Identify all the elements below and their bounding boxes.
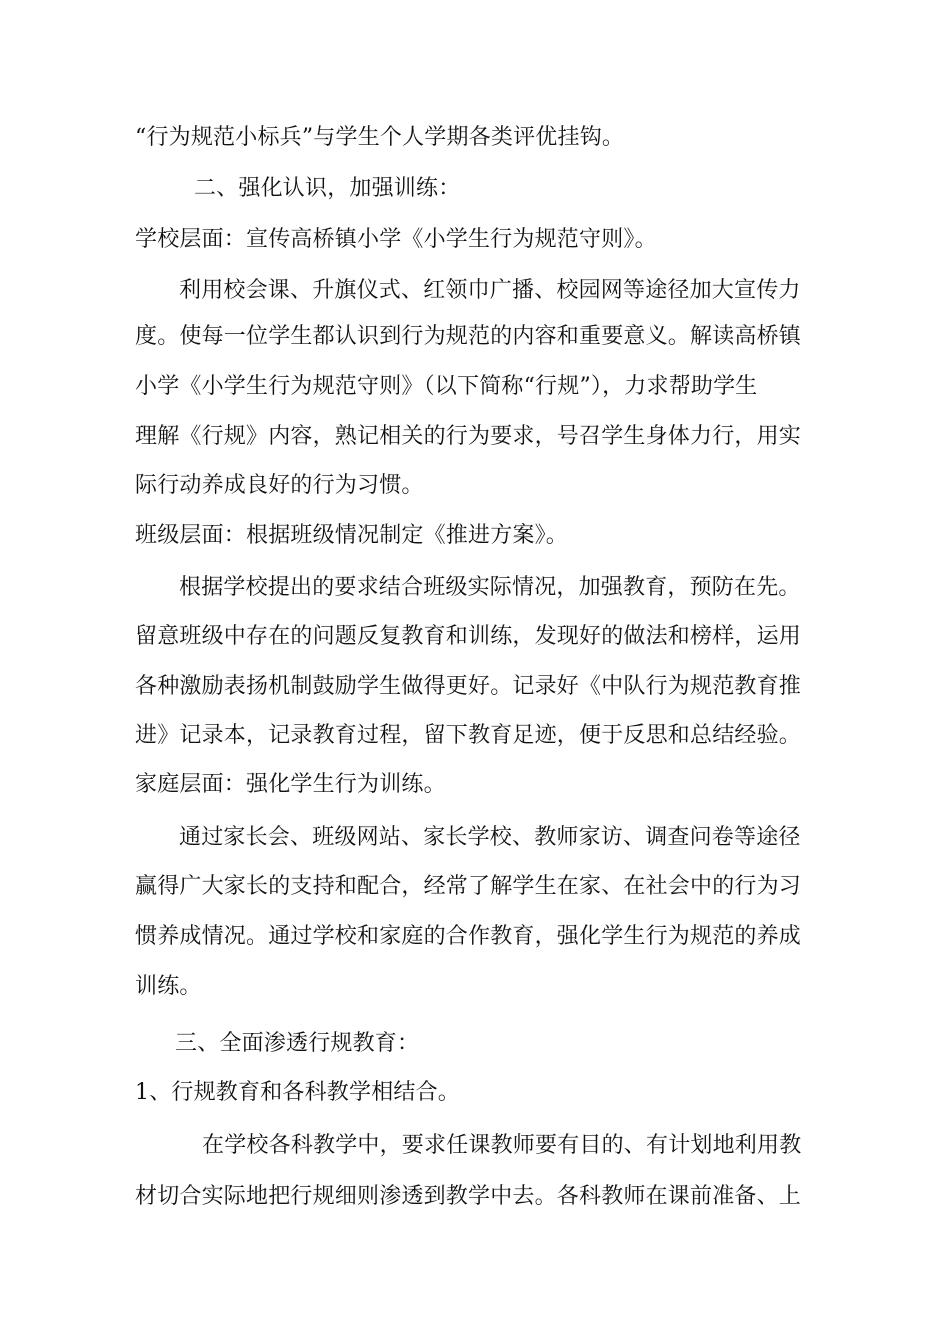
paragraph-line: 各种激励表扬机制鼓励学生做得更好。记录好《中队行为规范教育推 [135, 674, 802, 699]
paragraph-line: 利用校会课、升旗仪式、红领巾广播、校园网等途径加大宣传力 [179, 278, 801, 303]
paragraph-line: 小学《小学生行为规范守则》（以下简称“行规”），力求帮助学生 [135, 374, 758, 399]
subheading: 班级层面：根据班级情况制定《推进方案》。 [135, 523, 569, 548]
subheading: 家庭层面：强化学生行为训练。 [135, 772, 446, 797]
paragraph-line: 赢得广大家长的支持和配合，经常了解学生在家、在社会中的行为习 [135, 874, 802, 899]
paragraph-line: 训练。 [135, 974, 202, 999]
paragraph-line: 理解《行规》内容，熟记相关的行为要求，号召学生身体力行，用实 [135, 424, 802, 449]
paragraph-line: 在学校各科教学中，要求任课教师要有目的、有计划地利用教 [202, 1133, 802, 1158]
paragraph-line: 度。使每一位学生都认识到行为规范的内容和重要意义。解读高桥镇 [135, 324, 802, 349]
paragraph-line: 通过家长会、班级网站、家长学校、教师家访、调查问卷等途径 [179, 825, 801, 850]
paragraph-line: 惯养成情况。通过学校和家庭的合作教育，强化学生行为规范的养成 [135, 924, 802, 949]
paragraph-line: “行为规范小标兵”与学生个人学期各类评优挂钩。 [135, 125, 625, 150]
section-heading: 三、全面渗透行规教育： [175, 1031, 420, 1056]
paragraph-line: 材切合实际地把行规细则渗透到教学中去。各科教师在课前准备、上 [135, 1184, 802, 1209]
section-heading: 二、强化认识，加强训练： [194, 176, 461, 201]
paragraph-line: 际行动养成良好的行为习惯。 [135, 473, 424, 498]
paragraph-line: 进》记录本，记录教育过程，留下教育足迹，便于反思和总结经验。 [135, 723, 802, 748]
subheading: 学校层面：宣传高桥镇小学《小学生行为规范守则》。 [135, 227, 657, 252]
paragraph-line: 留意班级中存在的问题反复教育和训练，发现好的做法和榜样，运用 [135, 624, 802, 649]
subheading: 1、行规教育和各科教学相结合。 [135, 1080, 460, 1105]
paragraph-line: 根据学校提出的要求结合班级实际情况，加强教育，预防在先。 [179, 575, 801, 600]
